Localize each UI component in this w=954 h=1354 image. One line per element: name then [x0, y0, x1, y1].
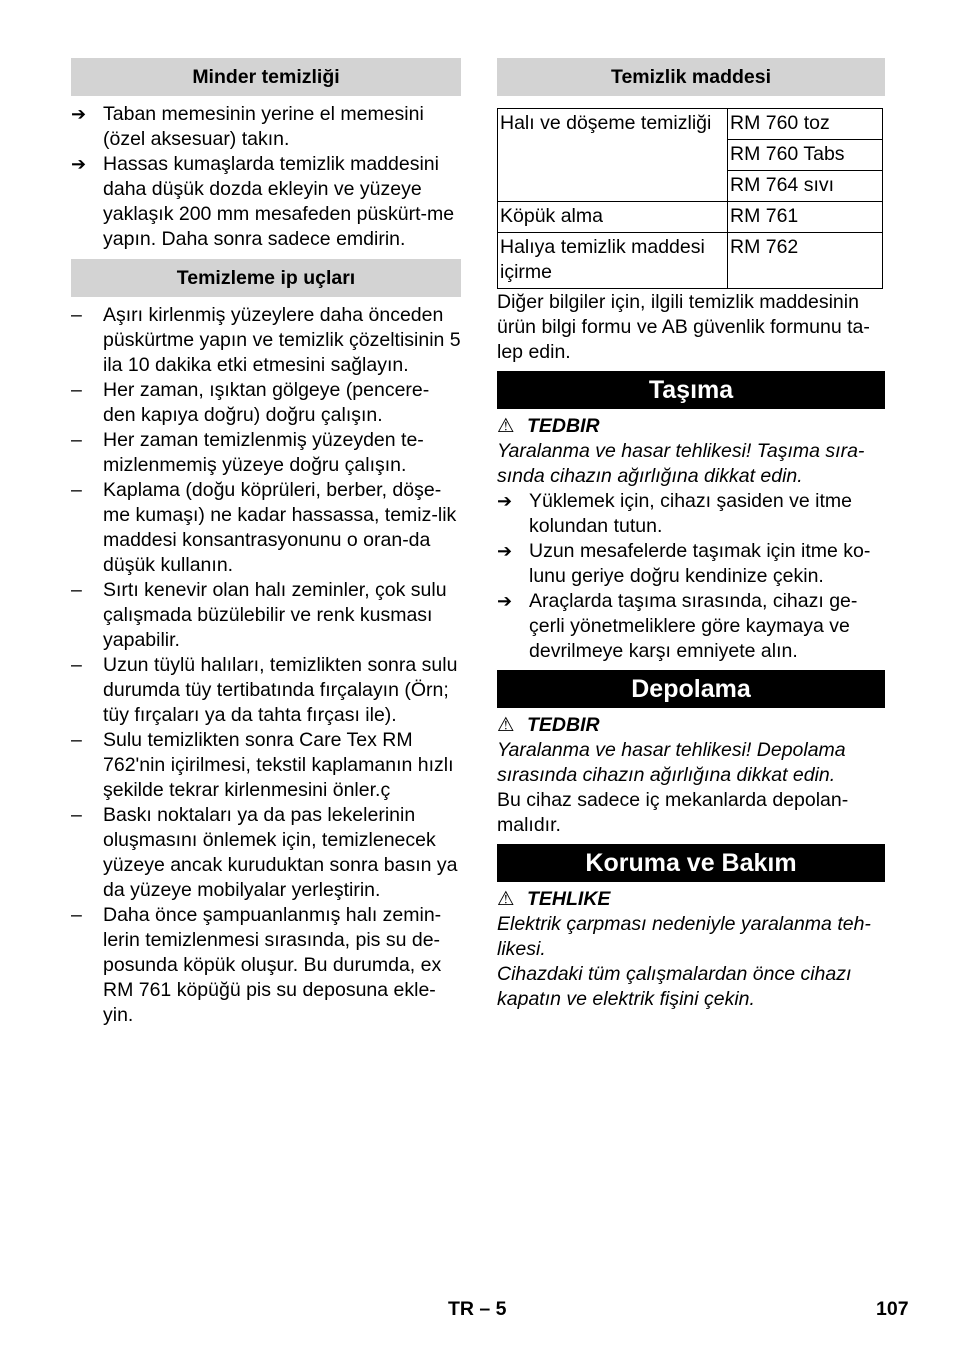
table-cell: Köpük alma — [498, 202, 728, 233]
list-item — [71, 378, 461, 428]
list-item-text: Kaplama (doğu köprüleri, berber, döşe-me kumaşı) ne kadar hassassa, temiz-lik maddesi konsantrasyonunu o oran-da düşük kullanın. — [103, 479, 457, 576]
list-item-text: Aşırı kirlenmiş yüzeylere daha önceden püskürtme yapın ve temizlik çözeltisinin 5 ila 10 dakika etki etmesini sağlayın. — [103, 304, 461, 376]
list-item — [497, 489, 885, 539]
list-item — [71, 578, 461, 653]
table-row — [498, 233, 883, 289]
table-row — [498, 202, 883, 233]
arrow-icon: ➔ — [497, 541, 513, 561]
section-heading-maintenance: Koruma ve Bakım — [497, 844, 885, 882]
warning-text: Yaralanma ve hasar tehlikesi! Taşıma sıra-sında cihazın ağırlığına dikkat edin. — [497, 440, 865, 487]
arrow-icon: ➔ — [71, 104, 87, 124]
arrow-icon: ➔ — [497, 591, 513, 611]
table-cell: RM 764 sıvı — [728, 171, 883, 202]
dash-icon: – — [71, 379, 82, 401]
dash-icon: – — [71, 579, 82, 601]
list-item — [71, 728, 461, 803]
section-heading-cleaning-agent: Temizlik maddesi — [497, 58, 885, 96]
table-cell: RM 760 Tabs — [728, 140, 883, 171]
section-heading-tips: Temizleme ip uçları — [71, 259, 461, 297]
section-heading-storage: Depolama — [497, 670, 885, 708]
arrow-list-minder — [71, 102, 461, 252]
list-item-text: Her zaman, ışıktan gölgeye (pencere-den kapıya doğru) doğru çalışın. — [103, 379, 430, 426]
dash-icon: – — [71, 654, 82, 676]
list-item-text: Baskı noktaları ya da pas lekelerinin oluşmasını önlemek için, temizlenecek yüzeye ancak kuruduktan sonra basın ya da yüzeye mobilyalar yerleştirin. — [103, 804, 458, 901]
arrow-list-transport — [497, 489, 885, 664]
warning-storage — [497, 713, 885, 788]
list-item — [71, 903, 461, 1028]
list-item — [497, 589, 885, 664]
table-cell: Halı ve döşeme temizliği — [498, 109, 728, 202]
table-cell: RM 761 — [728, 202, 883, 233]
table-cell: Halıya temizlik maddesi içirme — [498, 233, 728, 289]
list-item-text: Daha önce şampuanlanmış halı zemin-lerin temizlenmesi sırasında, pis su de-posunda köpük oluşur. Bu durumda, ex RM 761 köpüğü pis su deposuna ekle-yin. — [103, 904, 442, 1026]
list-item-text: Sulu temizlikten sonra Care Tex RM 762'nin içirilmesi, tekstil kaplamanın hızlı şekilde tekrar kirlenmesini önler.ç — [103, 729, 454, 801]
table-cell: RM 762 — [728, 233, 883, 289]
page-number: 107 — [876, 1298, 909, 1320]
list-item-text: Uzun tüylü halıları, temizlikten sonra sulu durumda tüy tertibatında fırçalayın (Örn; tüy fırçaları ya da tahta fırçası ile). — [103, 654, 458, 726]
list-item-text: Hassas kumaşlarda temizlik maddesini daha düşük dozda ekleyin ve yüzeye yaklaşık 200 mm mesafeden püskürt-me yapın. Daha sonra sadece emdirin. — [103, 153, 455, 250]
section-heading-transport: Taşıma — [497, 371, 885, 409]
warning-text: Yaralanma ve hasar tehlikesi! Depolama sırasında cihazın ağırlığına dikkat edin. — [497, 739, 846, 786]
list-item — [71, 428, 461, 478]
dash-icon: – — [71, 429, 82, 451]
list-item — [71, 102, 461, 152]
list-item-text: Her zaman temizlenmiş yüzeyden te-mizlenmemiş yüzeye doğru çalışın. — [103, 429, 424, 476]
warning-icon: ⚠ — [497, 415, 515, 437]
storage-note: Bu cihaz sadece iç mekanlarda depolan-malıdır. — [497, 789, 849, 836]
arrow-icon: ➔ — [71, 154, 87, 174]
warning-label — [497, 414, 885, 439]
warning-icon: ⚠ — [497, 714, 515, 736]
warning-text: Elektrik çarpması nedeniyle yaralanma teh-likesi. — [497, 913, 871, 960]
list-item — [497, 539, 885, 589]
list-item — [71, 803, 461, 903]
list-item-text: Yüklemek için, cihazı şasiden ve itme kolundan tutun. — [529, 490, 852, 537]
table-cell: RM 760 toz — [728, 109, 883, 140]
cleaning-agent-table — [497, 108, 883, 289]
warning-label — [497, 713, 885, 738]
dash-icon: – — [71, 729, 82, 751]
list-item-text: Araçlarda taşıma sırasında, cihazı ge-çerli yönetmeliklere göre kaymaya ve devrilmeye karşı emniyete alın. — [529, 590, 858, 662]
warning-text: Cihazdaki tüm çalışmalardan önce cihazı kapatın ve elektrik fişini çekin. — [497, 963, 852, 1010]
footer-language-page: TR – 5 — [448, 1298, 507, 1320]
dash-icon: – — [71, 804, 82, 826]
warning-label-text: TEDBIR — [527, 714, 600, 736]
list-item — [71, 478, 461, 578]
dash-icon: – — [71, 479, 82, 501]
arrow-icon: ➔ — [497, 491, 513, 511]
warning-label — [497, 887, 885, 912]
left-column — [71, 58, 461, 1028]
table-row — [498, 109, 883, 140]
dash-list-tips — [71, 303, 461, 1028]
list-item — [71, 303, 461, 378]
dash-icon: – — [71, 304, 82, 326]
warning-icon: ⚠ — [497, 888, 515, 910]
list-item-text: Taban memesinin yerine el memesini (özel aksesuar) takın. — [103, 103, 424, 150]
list-item-text: Uzun mesafelerde taşımak için itme ko-lunu geriye doğru kendinize çekin. — [529, 540, 871, 587]
dash-icon: – — [71, 904, 82, 926]
section-heading-minder: Minder temizliği — [71, 58, 461, 96]
warning-label-text: TEDBIR — [527, 415, 600, 437]
warning-transport — [497, 414, 885, 489]
right-column — [497, 58, 885, 1012]
warning-maintenance — [497, 887, 885, 1012]
cleaning-agent-note: Diğer bilgiler için, ilgili temizlik maddesinin ürün bilgi formu ve AB güvenlik formunu ta-lep edin. — [497, 291, 870, 363]
list-item — [71, 653, 461, 728]
list-item-text: Sırtı kenevir olan halı zeminler, çok sulu çalışmada büzülebilir ve renk kusması yapabilir. — [103, 579, 447, 651]
warning-label-text: TEHLIKE — [527, 888, 611, 910]
list-item — [71, 152, 461, 252]
